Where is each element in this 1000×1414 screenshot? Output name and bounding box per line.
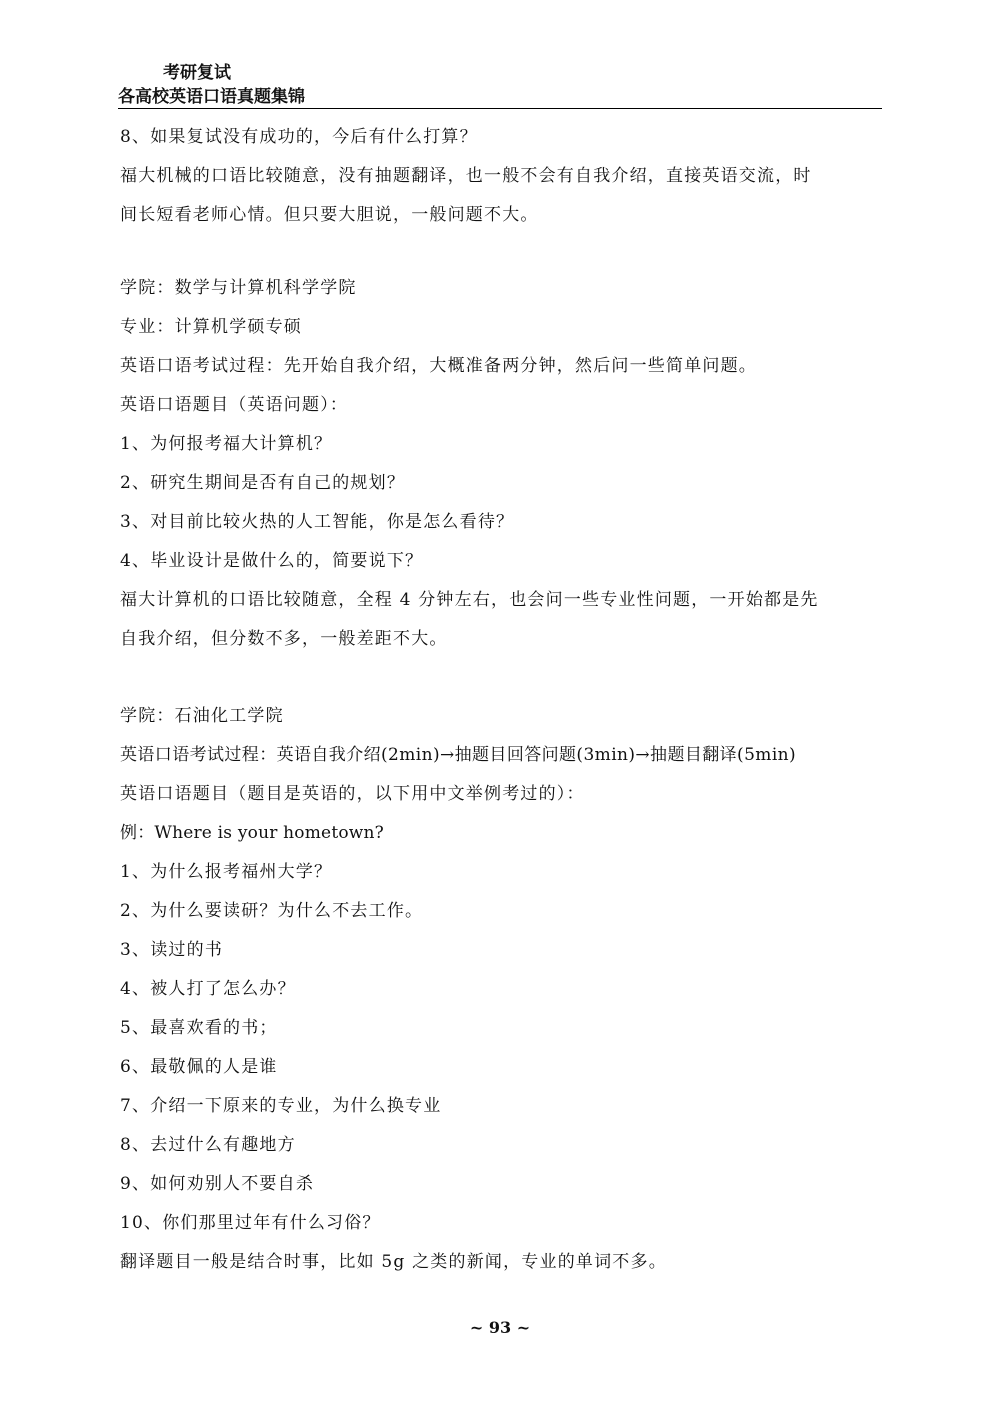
page-number: ~ 93 ~ [469,1318,531,1337]
text-line: 自我介绍，但分数不多，一般差距不大。 [120,629,448,649]
text-line: 英语口语题目（题目是英语的，以下用中文举例考过的）： [120,784,585,804]
text-line: 8、去过什么有趣地方 [120,1135,296,1155]
header-rule [118,108,882,109]
text-line: 专业：计算机学硕专硕 [120,317,302,337]
text-line: 4、被人打了怎么办？ [120,979,296,999]
text-line: 翻译题目一般是结合时事，比如 5g 之类的新闻，专业的单词不多。 [120,1252,667,1272]
text-line: 英语口语考试过程：英语自我介绍(2min)→抽题目回答问题(3min)→抽题目翻译(5min) [120,745,797,765]
text-line: 学院：石油化工学院 [120,706,284,726]
text-line: 1、为什么报考福州大学？ [120,862,333,882]
text-line: 2、研究生期间是否有自己的规划？ [120,473,406,493]
text-line: 4、毕业设计是做什么的，简要说下？ [120,551,424,571]
header-subtitle: 各高校英语口语真题集锦 [118,87,305,107]
text-line: 7、介绍一下原来的专业，为什么换专业 [120,1096,442,1116]
text-line: 福大机械的口语比较随意，没有抽题翻译，也一般不会有自我介绍，直接英语交流，时 [120,166,812,186]
text-line: 3、对目前比较火热的人工智能，你是怎么看待？ [120,512,515,532]
text-line: 学院：数学与计算机科学学院 [120,278,357,298]
text-line: 例：Where is your hometown? [120,823,385,843]
text-line: 6、最敬佩的人是谁 [120,1057,278,1077]
header-title: 考研复试 [163,63,231,83]
text-line: 10、你们那里过年有什么习俗？ [120,1213,381,1233]
text-line: 福大计算机的口语比较随意，全程 4 分钟左右，也会问一些专业性问题，一开始都是先 [120,590,819,610]
text-line: 英语口语考试过程：先开始自我介绍，大概准备两分钟，然后问一些简单问题。 [120,356,757,376]
text-line: 3、读过的书 [120,940,224,960]
text-line: 1、为何报考福大计算机？ [120,434,333,454]
text-line: 9、如何劝别人不要自杀 [120,1174,315,1194]
text-line: 2、为什么要读研？为什么不去工作。 [120,901,424,921]
text-line: 英语口语题目（英语问题）： [120,395,349,415]
text-line: 5、最喜欢看的书； [120,1018,278,1038]
text-line: 8、如果复试没有成功的，今后有什么打算？ [120,127,478,147]
text-line: 间长短看老师心情。但只要大胆说，一般问题不大。 [120,205,539,225]
